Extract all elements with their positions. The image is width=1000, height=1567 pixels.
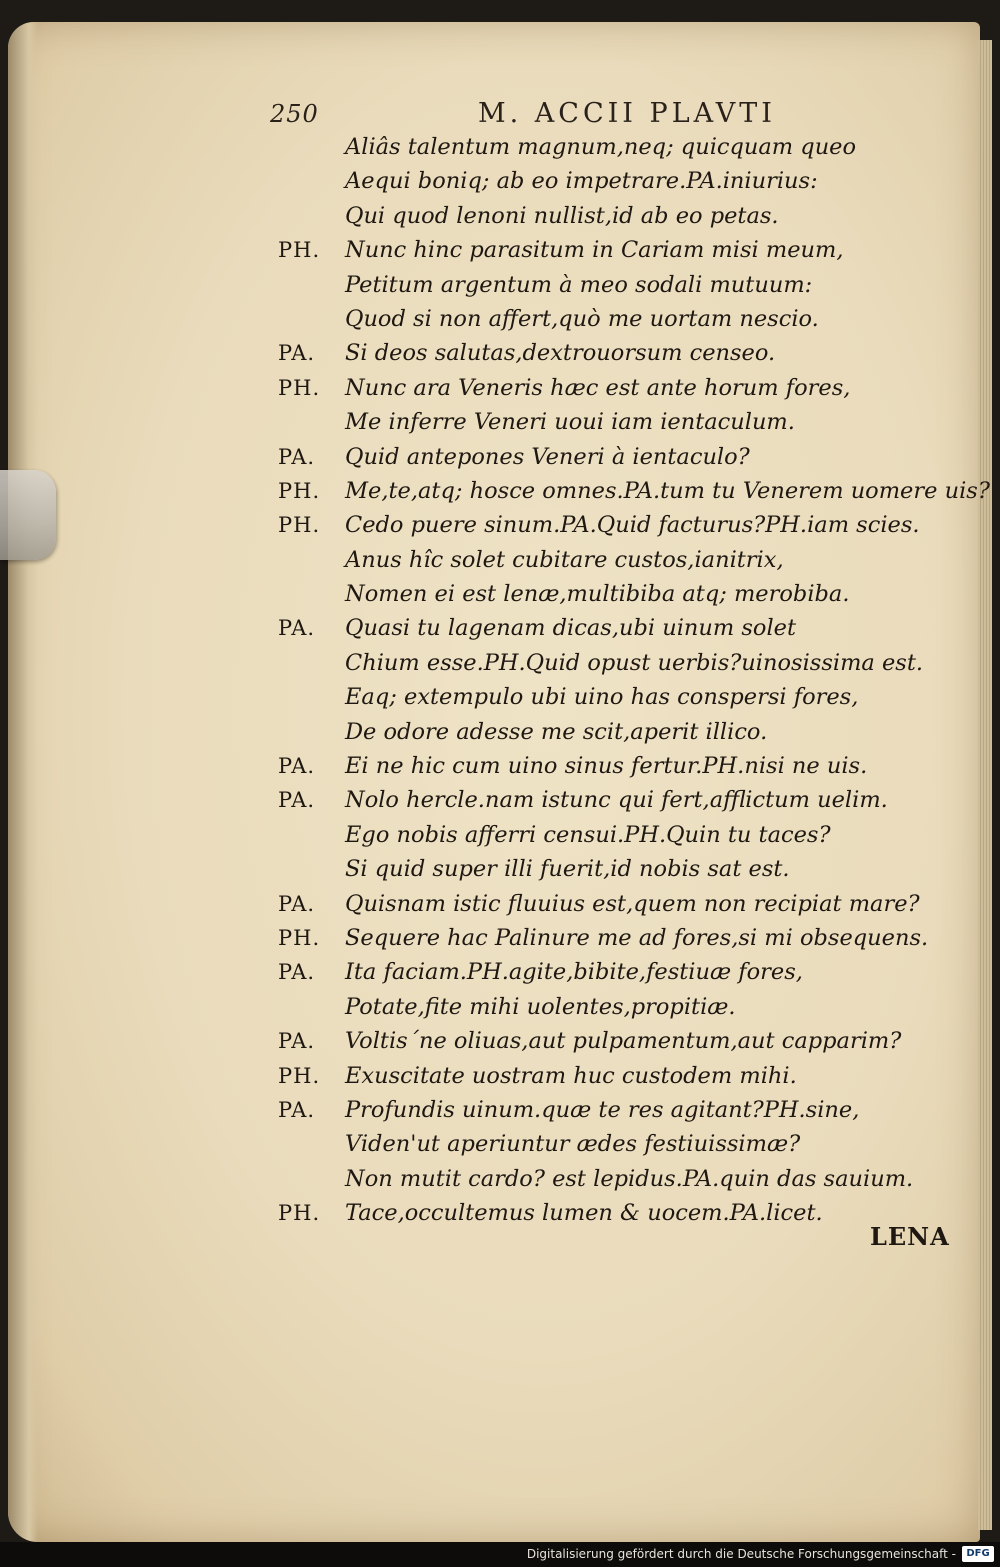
verse-text: Eaq; extempulo ubi uino has conspersi fores, (345, 684, 859, 711)
verse-text: Voltis´ne oliuas,aut pulpamentum,aut capparim? (345, 1028, 902, 1055)
verse-line (278, 1162, 958, 1196)
verse-line (278, 268, 958, 302)
verse-line (278, 783, 958, 817)
verse-text: Ita faciam.PH.agite,bibite,festiuæ fores, (345, 959, 803, 986)
verse-line (278, 371, 958, 405)
verse-text: Anus hîc solet cubitare custos,ianitrix, (345, 546, 784, 573)
funding-credit: Digitalisierung gefördert durch die Deutsche Forschungsgemeinschaft - (526, 1547, 956, 1561)
speaker-label: PH. (278, 478, 321, 503)
speaker-label: PH. (278, 238, 321, 263)
verse-line (278, 818, 958, 852)
verse-text: Qui quod lenoni nullist,id ab eo petas. (345, 202, 779, 229)
speaker-label: PH. (278, 1201, 321, 1226)
speaker-label: PH. (278, 375, 321, 400)
speaker-label: PA. (278, 960, 316, 985)
verse-text: Si deos salutas,dextrouorsum censeo. (345, 340, 776, 367)
speaker-label: PA. (278, 788, 316, 813)
verse-line (278, 1127, 958, 1161)
verse-line (278, 646, 958, 680)
speaker-label: PH. (278, 925, 321, 950)
speaker-label: PA. (278, 616, 316, 641)
catchword: LENA (870, 1222, 950, 1251)
verse-line (278, 302, 958, 336)
speaker-label: PH. (278, 1063, 321, 1088)
verse-line (278, 474, 990, 508)
verse-line (278, 990, 958, 1024)
verse-line (278, 611, 958, 645)
verse-line (278, 1024, 958, 1058)
verse-line (278, 405, 958, 439)
speaker-label: PA. (278, 444, 316, 469)
verse-text: Quid antepones Veneri à ientaculo? (345, 443, 750, 470)
verse-text: Exuscitate uostram huc custodem mihi. (345, 1062, 797, 1089)
verse-text: Cedo puere sinum.PA.Quid facturus?PH.iam scies. (345, 512, 920, 539)
verse-line (278, 1059, 958, 1093)
verse-line (278, 955, 958, 989)
verse-text: Ego nobis afferri censui.PH.Quin tu taces? (345, 821, 831, 848)
verse-text: Nolo hercle.nam istunc qui fert,afflictum uelim. (345, 787, 888, 814)
verse-line (278, 440, 958, 474)
verse-line (278, 887, 958, 921)
verse-text: Tace,occultemus lumen & uocem.PA.licet. (345, 1200, 823, 1227)
page-edges (978, 40, 992, 1530)
verse-line (278, 715, 958, 749)
dfg-logo-icon: DFG (962, 1546, 994, 1562)
speaker-label: PA. (278, 754, 316, 779)
verse-text: Me inferre Veneri uoui iam ientaculum. (345, 409, 795, 436)
verse-line (278, 1093, 958, 1127)
verse-text: Aliâs talentum magnum,neq; quicquam queo (345, 134, 857, 160)
verse-line (278, 543, 958, 577)
book-clasp (0, 470, 56, 560)
verse-text-block (278, 130, 990, 1231)
verse-text: Nunc ara Veneris hæc est ante horum fores, (345, 374, 851, 401)
verse-line (278, 1196, 958, 1230)
verse-text: Petitum argentum à meo sodali mutuum: (345, 271, 813, 298)
verse-line (278, 508, 958, 542)
footer-bar (0, 1542, 1000, 1567)
verse-text: Quisnam istic fluuius est,quem non recipiat mare? (345, 890, 920, 917)
verse-line (278, 749, 958, 783)
verse-line (278, 130, 958, 164)
speaker-label: PA. (278, 1097, 316, 1122)
verse-line (278, 921, 958, 955)
verse-text: Quasi tu lagenam dicas,ubi uinum solet (345, 615, 797, 642)
verse-line (278, 233, 958, 267)
speaker-label: PH. (278, 513, 321, 538)
speaker-label: PA. (278, 1029, 316, 1054)
verse-line (278, 680, 958, 714)
verse-text: Si quid super illi fuerit,id nobis sat est. (345, 856, 790, 883)
verse-line (278, 164, 958, 198)
page-number: 250 (270, 100, 319, 128)
speaker-label: PA. (278, 341, 316, 366)
verse-text: Aequi boniq; ab eo impetrare.PA.iniurius: (345, 168, 818, 195)
speaker-label: PA. (278, 891, 316, 916)
verse-text: Ei ne hic cum uino sinus fertur.PH.nisi ne uis. (345, 753, 868, 780)
verse-text: Profundis uinum.quæ te res agitant?PH.sine, (345, 1096, 860, 1123)
verse-line (278, 577, 958, 611)
verse-text: Nomen ei est lenæ,multibiba atq; merobiba. (345, 581, 850, 608)
verse-text: Chium esse.PH.Quid opust uerbis?uinosissima est. (345, 649, 924, 676)
verse-text: De odore adesse me scit,aperit illico. (345, 718, 768, 745)
running-title: M. ACCII PLAVTI (478, 98, 776, 129)
verse-text: Quod si non affert,quò me uortam nescio. (345, 305, 819, 332)
verse-text: Sequere hac Palinure me ad fores,si mi obsequens. (345, 924, 929, 951)
verse-text: Nunc hinc parasitum in Cariam misi meum, (345, 237, 844, 264)
verse-text: Potate,fite mihi uolentes,propitiæ. (345, 993, 736, 1020)
verse-text: Non mutit cardo? est lepidus.PA.quin das sauium. (345, 1165, 914, 1192)
verse-line (278, 852, 958, 886)
verse-text: Viden'ut aperiuntur ædes festiuissimæ? (345, 1131, 801, 1158)
verse-line (278, 336, 958, 370)
verse-line (278, 199, 958, 233)
page-gutter-shadow (8, 22, 38, 1542)
verse-text: Me,te,atq; hosce omnes.PA.tum tu Venerem uomere uis? (345, 477, 990, 504)
